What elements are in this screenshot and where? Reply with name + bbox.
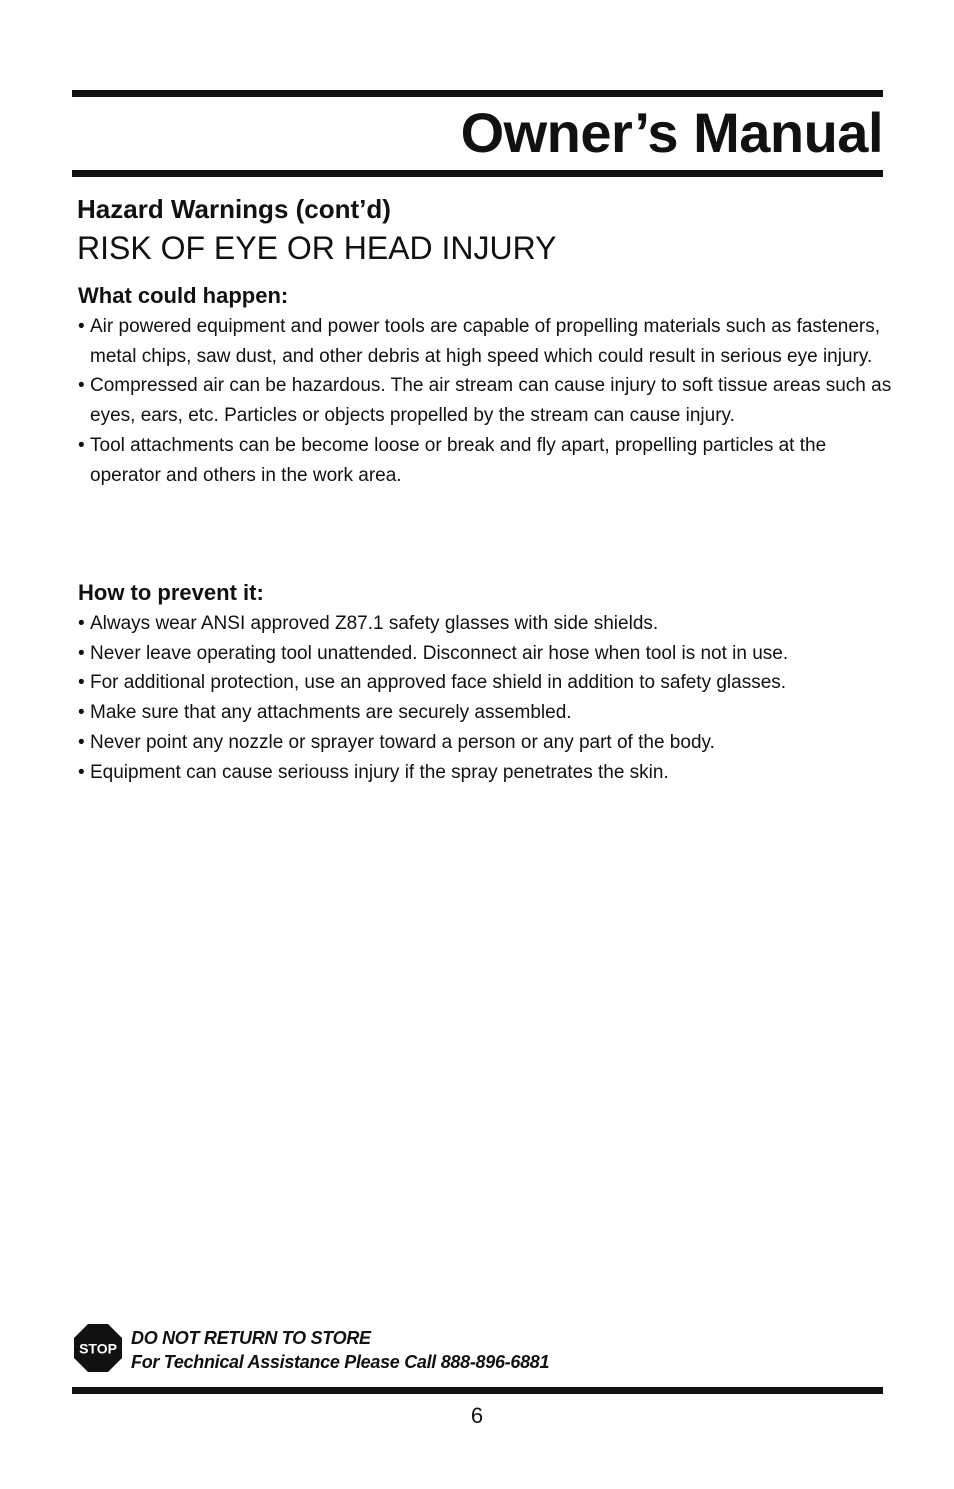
list-item	[78, 698, 898, 728]
list-item	[78, 728, 898, 758]
footer-line-assistance: For Technical Assistance Please Call 888-896-6881	[131, 1352, 550, 1372]
list-item-text: Tool attachments can be become loose or break and fly apart, propelling particles at the operator and others in the work area.	[90, 434, 827, 486]
bullet-icon: •	[78, 702, 85, 724]
list-item-text: Always wear ANSI approved Z87.1 safety glasses with side shields.	[90, 613, 659, 634]
list-item	[78, 639, 898, 669]
bullet-icon: •	[78, 375, 85, 397]
list-item	[78, 668, 898, 698]
list-item	[78, 312, 898, 371]
bullet-icon: •	[78, 613, 85, 634]
stop-sign-label: STOP	[79, 1340, 117, 1357]
how-to-prevent-section	[78, 578, 898, 787]
page-number: 6	[470, 1403, 484, 1428]
list-item-text: Equipment can cause seriouss injury if the spray penetrates the skin.	[90, 761, 669, 783]
footer-line-return: DO NOT RETURN TO STORE	[131, 1328, 371, 1348]
bullet-icon: •	[78, 731, 85, 753]
how-to-prevent-heading: How to prevent it:	[78, 580, 264, 605]
list-item-text: Never leave operating tool unattended. Disconnect air hose when tool is not in use.	[90, 642, 789, 664]
what-could-happen-heading: What could happen:	[78, 283, 289, 308]
header-bottom-rule	[72, 170, 883, 177]
section-subtitle: RISK OF EYE OR HEAD INJURY	[77, 230, 557, 266]
manual-title: Owner’s Manual	[460, 101, 883, 164]
what-could-happen-list	[78, 312, 898, 490]
bullet-icon: •	[78, 761, 85, 783]
bullet-icon: •	[78, 434, 85, 456]
list-item-text: Compressed air can be hazardous. The air stream can cause injury to soft tissue areas such as eyes, ears, etc. Particles or objects propelled by the stream can cause injury.	[90, 375, 892, 427]
bullet-icon: •	[78, 642, 85, 664]
stop-sign-icon	[73, 1323, 123, 1373]
list-item	[78, 758, 898, 788]
list-item-text: Make sure that any attachments are securely assembled.	[90, 702, 572, 724]
how-to-prevent-list	[78, 609, 898, 787]
list-item-text: For additional protection, use an approved face shield in addition to safety glasses.	[90, 672, 787, 694]
what-could-happen-section	[78, 281, 898, 490]
list-item	[78, 609, 898, 639]
list-item-text: Air powered equipment and power tools are capable of propelling materials such as fasteners, metal chips, saw dust, and other debris at high speed which could result in serious eye injury.	[90, 316, 881, 367]
list-item-text: Never point any nozzle or sprayer toward a person or any part of the body.	[90, 731, 715, 753]
section-title: Hazard Warnings (cont’d)	[77, 194, 391, 224]
bullet-icon: •	[78, 672, 85, 694]
list-item	[78, 371, 898, 430]
header-top-rule	[72, 90, 883, 97]
list-item	[78, 431, 898, 490]
footer-rule	[72, 1387, 883, 1394]
bullet-icon: •	[78, 316, 85, 337]
footer-notice	[131, 1326, 549, 1374]
